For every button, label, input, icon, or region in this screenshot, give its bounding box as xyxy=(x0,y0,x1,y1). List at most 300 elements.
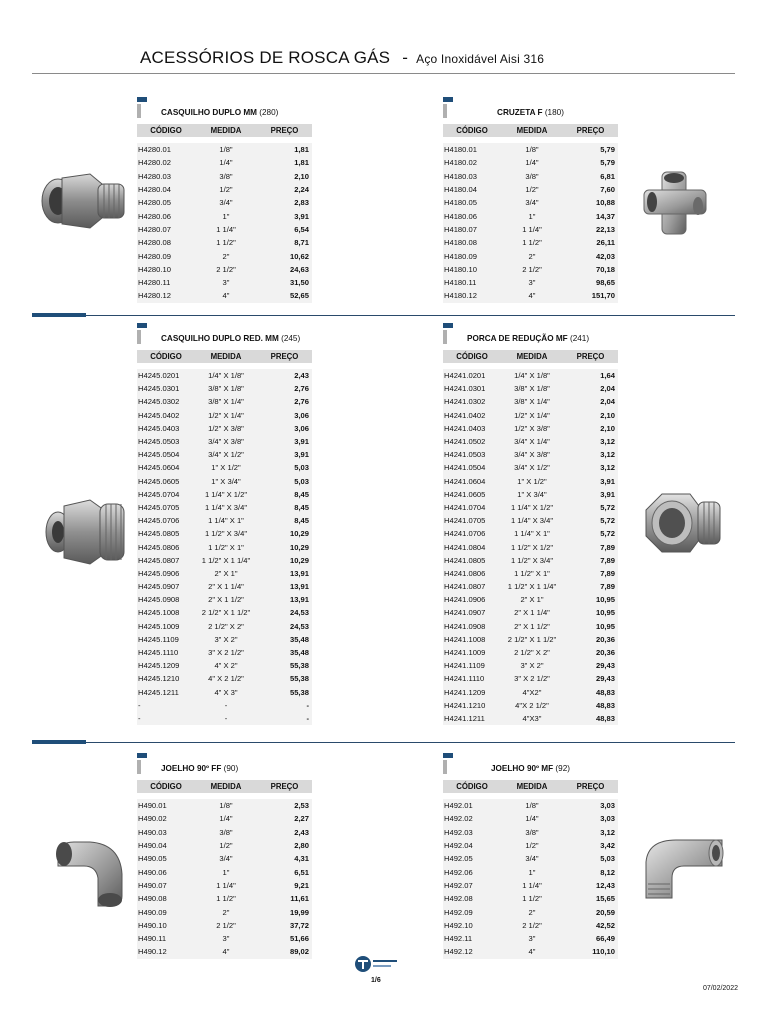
title-dash: - xyxy=(402,48,409,67)
cell-code: H4245.1210 xyxy=(137,672,195,685)
cell-price: 2,83 xyxy=(257,196,312,209)
cell-size: 3/4" X 1/4" xyxy=(501,435,563,448)
table-row xyxy=(137,170,312,183)
cell-size: 4"X2" xyxy=(501,686,563,699)
cell-code: H4241.0605 xyxy=(443,488,501,501)
cell-code: H492.08 xyxy=(443,892,501,905)
cell-code: H4280.05 xyxy=(137,196,195,209)
cell-code: H490.04 xyxy=(137,839,195,852)
cell-price: 9,21 xyxy=(257,879,312,892)
cell-code: H4280.10 xyxy=(137,263,195,276)
price-table xyxy=(137,124,312,303)
cell-size: 1 1/2" xyxy=(195,892,257,905)
cell-code: H4241.0301 xyxy=(443,382,501,395)
table-row xyxy=(137,156,312,169)
cell-code: H4180.03 xyxy=(443,170,501,183)
cell-size: 1 1/2" X 1/2" xyxy=(501,540,563,553)
cell-size: 4" xyxy=(501,945,563,958)
cell-price: 13,91 xyxy=(257,567,312,580)
cell-code: H4241.1211 xyxy=(443,712,501,725)
cell-price: 5,72 xyxy=(563,514,618,527)
section-divider-mark-2 xyxy=(32,740,86,744)
table-row xyxy=(443,593,618,606)
cell-code: H4245.0504 xyxy=(137,448,195,461)
cell-code: H4245.0301 xyxy=(137,382,195,395)
cell-price: 1,81 xyxy=(257,143,312,156)
section-title: JOELHO 90º FF (90) xyxy=(161,764,239,773)
cell-size: 1 1/2" X 1 1/4" xyxy=(195,554,257,567)
table-row xyxy=(443,554,618,567)
table-row xyxy=(443,932,618,945)
cell-size: 3/4" X 3/8" xyxy=(501,448,563,461)
table-row xyxy=(443,501,618,514)
cell-price: 11,61 xyxy=(257,892,312,905)
cell-code: H4280.07 xyxy=(137,223,195,236)
cell-size: 3/4" X 1/2" xyxy=(501,461,563,474)
cell-price: 5,03 xyxy=(257,475,312,488)
cell-code: H490.06 xyxy=(137,865,195,878)
cell-size: 1/2" xyxy=(501,183,563,196)
column-header-price: PREÇO xyxy=(563,780,618,793)
table-row xyxy=(137,369,312,382)
table-row xyxy=(137,435,312,448)
cell-size: 1 1/4" xyxy=(501,223,563,236)
cell-size: 2" xyxy=(195,905,257,918)
column-header-price: PREÇO xyxy=(257,350,312,363)
cell-price: 10,95 xyxy=(563,620,618,633)
elbow-mf-image xyxy=(636,832,728,902)
table-row xyxy=(443,289,618,302)
column-header-code: CÓDIGO xyxy=(443,124,501,137)
cell-price: 29,43 xyxy=(563,659,618,672)
cell-size: 1 1/2" X 3/4" xyxy=(501,554,563,567)
cell-price: 1,64 xyxy=(563,369,618,382)
cell-size: 1 1/2" X 1 1/4" xyxy=(501,580,563,593)
cell-code: - xyxy=(137,712,195,725)
cell-price: 5,72 xyxy=(563,527,618,540)
cell-price: 10,62 xyxy=(257,249,312,262)
table-row xyxy=(443,919,618,932)
cell-size: 1/8" xyxy=(501,143,563,156)
table-row xyxy=(137,540,312,553)
column-header-code: CÓDIGO xyxy=(137,780,195,793)
cell-price: 4,31 xyxy=(257,852,312,865)
cell-code: H4245.0705 xyxy=(137,501,195,514)
cell-size: 1 1/4" X 1/2" xyxy=(501,501,563,514)
table-row xyxy=(443,514,618,527)
cell-code: H4245.0201 xyxy=(137,369,195,382)
section-title: PORCA DE REDUÇÃO MF (241) xyxy=(467,334,590,343)
cell-size: 3" xyxy=(195,932,257,945)
table-row xyxy=(137,422,312,435)
cell-price: 2,10 xyxy=(257,170,312,183)
cell-size: 1 1/2" xyxy=(195,236,257,249)
cell-size: 3/8" xyxy=(195,826,257,839)
cell-price: 55,38 xyxy=(257,686,312,699)
cell-size: 3/4" xyxy=(195,196,257,209)
cell-price: 7,89 xyxy=(563,580,618,593)
cell-code: H4241.0302 xyxy=(443,395,501,408)
cell-price: 98,65 xyxy=(563,276,618,289)
page-title-text: ACESSÓRIOS DE ROSCA GÁS xyxy=(140,48,391,67)
cell-size: 2" X 1" xyxy=(501,593,563,606)
cell-code: H4241.0604 xyxy=(443,475,501,488)
table-row xyxy=(443,865,618,878)
cell-code: H4241.0403 xyxy=(443,422,501,435)
cell-price: 55,38 xyxy=(257,659,312,672)
table-row xyxy=(443,620,618,633)
elbow-ff-image xyxy=(50,838,130,910)
section-marker xyxy=(137,97,147,102)
cell-size: 3" X 2 1/2" xyxy=(501,672,563,685)
column-header-size: MEDIDA xyxy=(195,780,257,793)
cell-code: H4241.0201 xyxy=(443,369,501,382)
cell-code: H4180.06 xyxy=(443,209,501,222)
cell-code: H490.01 xyxy=(137,799,195,812)
cell-price: 2,53 xyxy=(257,799,312,812)
hex-nipple-image xyxy=(38,170,130,232)
table-row xyxy=(137,892,312,905)
cell-code: H4241.0502 xyxy=(443,435,501,448)
table-row xyxy=(443,435,618,448)
table-row xyxy=(137,554,312,567)
cell-size: 1/2" X 3/8" xyxy=(195,422,257,435)
cell-code: H492.03 xyxy=(443,826,501,839)
table-row xyxy=(443,209,618,222)
table-row xyxy=(137,593,312,606)
cell-size: 1/8" xyxy=(195,799,257,812)
table-row xyxy=(443,170,618,183)
cell-size: 1 1/2" X 3/4" xyxy=(195,527,257,540)
table-row xyxy=(443,223,618,236)
cell-size: 3" xyxy=(501,276,563,289)
cell-size: 1/2" xyxy=(501,839,563,852)
table-row xyxy=(443,236,618,249)
cell-size: 1" X 1/2" xyxy=(195,461,257,474)
section-divider-1 xyxy=(32,315,735,316)
price-table xyxy=(137,350,312,725)
cell-size: 1 1/2" xyxy=(501,892,563,905)
cell-price: 20,36 xyxy=(563,646,618,659)
cell-price: 20,36 xyxy=(563,633,618,646)
cell-size: 3/4" X 3/8" xyxy=(195,435,257,448)
cell-price: 12,43 xyxy=(563,879,618,892)
cell-code: H4245.1008 xyxy=(137,606,195,619)
table-row xyxy=(443,839,618,852)
cell-code: H4241.1109 xyxy=(443,659,501,672)
cell-size: 2 1/2" X 1 1/2" xyxy=(195,606,257,619)
cell-size: 1/2" X 1/4" xyxy=(195,409,257,422)
cell-code: H490.07 xyxy=(137,879,195,892)
cell-size: 1 1/4" X 3/4" xyxy=(501,514,563,527)
cell-size: 3/8" xyxy=(195,170,257,183)
cell-price: 8,12 xyxy=(563,865,618,878)
cell-code: H492.01 xyxy=(443,799,501,812)
cell-size: 2" xyxy=(195,249,257,262)
title-divider xyxy=(32,73,735,74)
cell-size: 2" xyxy=(501,905,563,918)
cell-price: 5,03 xyxy=(563,852,618,865)
cell-size: 2 1/2" X 2" xyxy=(501,646,563,659)
cell-price: 2,24 xyxy=(257,183,312,196)
column-header-code: CÓDIGO xyxy=(137,350,195,363)
cell-size: 3" X 2" xyxy=(195,633,257,646)
table-row xyxy=(137,580,312,593)
cell-price: - xyxy=(257,699,312,712)
section-bar xyxy=(443,330,447,344)
cell-size: 1" X 3/4" xyxy=(195,475,257,488)
table-row xyxy=(443,826,618,839)
cell-code: H4180.01 xyxy=(443,143,501,156)
section-bar xyxy=(137,104,141,118)
price-table xyxy=(443,350,618,725)
cell-price: 3,91 xyxy=(257,448,312,461)
cell-code: H492.12 xyxy=(443,945,501,958)
table-row xyxy=(443,892,618,905)
cell-code: H490.08 xyxy=(137,892,195,905)
cell-size: 3/4" xyxy=(195,852,257,865)
cell-code: H4241.0806 xyxy=(443,567,501,580)
cell-code: H4241.0503 xyxy=(443,448,501,461)
section-marker xyxy=(443,323,453,328)
cell-size: 1" X 1/2" xyxy=(501,475,563,488)
cell-size: 1/2" xyxy=(195,839,257,852)
table-row xyxy=(137,606,312,619)
table-row xyxy=(137,209,312,222)
cell-price: 35,48 xyxy=(257,633,312,646)
table-row xyxy=(137,183,312,196)
cell-price: 2,27 xyxy=(257,812,312,825)
cell-price: 89,02 xyxy=(257,945,312,958)
section-marker xyxy=(137,753,147,758)
cell-code: H4180.10 xyxy=(443,263,501,276)
cell-size: 3" xyxy=(195,276,257,289)
cross-fitting-image xyxy=(640,168,710,238)
cell-size: 3" X 2" xyxy=(501,659,563,672)
cell-size: 1/8" xyxy=(501,799,563,812)
cell-size: 4" xyxy=(195,945,257,958)
cell-price: 48,83 xyxy=(563,712,618,725)
cell-price: 5,79 xyxy=(563,156,618,169)
table-row xyxy=(137,488,312,501)
cell-price: 20,59 xyxy=(563,905,618,918)
cell-price: 1,81 xyxy=(257,156,312,169)
price-table xyxy=(443,780,618,959)
column-header-size: MEDIDA xyxy=(501,350,563,363)
table-row xyxy=(443,812,618,825)
cell-price: 2,04 xyxy=(563,395,618,408)
table-row xyxy=(443,540,618,553)
column-header-price: PREÇO xyxy=(563,350,618,363)
section-bar xyxy=(137,330,141,344)
table-row xyxy=(137,514,312,527)
cell-code: H4280.04 xyxy=(137,183,195,196)
cell-size: 3" X 2 1/2" xyxy=(195,646,257,659)
table-row xyxy=(443,461,618,474)
table-row xyxy=(137,527,312,540)
table-row xyxy=(443,879,618,892)
cell-size: 2" X 1 1/2" xyxy=(195,593,257,606)
cell-price: 6,81 xyxy=(563,170,618,183)
table-row xyxy=(137,620,312,633)
cell-size: 3/8" X 1/8" xyxy=(195,382,257,395)
cell-code: H4280.02 xyxy=(137,156,195,169)
cell-code: H492.06 xyxy=(443,865,501,878)
cell-code: H492.07 xyxy=(443,879,501,892)
cell-code: H4245.1209 xyxy=(137,659,195,672)
cell-size: - xyxy=(195,699,257,712)
section-marker xyxy=(443,97,453,102)
cell-price: 22,13 xyxy=(563,223,618,236)
cell-price: 3,03 xyxy=(563,812,618,825)
column-header-size: MEDIDA xyxy=(195,124,257,137)
cell-price: 10,29 xyxy=(257,527,312,540)
cell-price: 26,11 xyxy=(563,236,618,249)
table-row xyxy=(443,395,618,408)
table-row xyxy=(137,865,312,878)
cell-code: H4245.1211 xyxy=(137,686,195,699)
table-row xyxy=(443,852,618,865)
cell-price: 3,91 xyxy=(563,475,618,488)
cell-price: 3,42 xyxy=(563,839,618,852)
table-header xyxy=(443,350,618,363)
cell-price: 2,80 xyxy=(257,839,312,852)
price-table xyxy=(443,124,618,303)
cell-size: 4"X 2 1/2" xyxy=(501,699,563,712)
cell-size: 3/4" xyxy=(501,852,563,865)
cell-price: 3,06 xyxy=(257,422,312,435)
table-row xyxy=(443,196,618,209)
cell-size: 3/8" X 1/8" xyxy=(501,382,563,395)
cell-code: H4280.09 xyxy=(137,249,195,262)
cell-code: H4241.0705 xyxy=(443,514,501,527)
cell-size: 1 1/2" xyxy=(501,236,563,249)
column-header-price: PREÇO xyxy=(257,780,312,793)
cell-code: H4241.0402 xyxy=(443,409,501,422)
cell-size: 1/2" xyxy=(195,183,257,196)
table-row xyxy=(443,422,618,435)
cell-code: H4180.05 xyxy=(443,196,501,209)
cell-code: H4241.1210 xyxy=(443,699,501,712)
table-row xyxy=(137,659,312,672)
cell-code: H4280.03 xyxy=(137,170,195,183)
cell-price: 15,65 xyxy=(563,892,618,905)
cell-price: 6,51 xyxy=(257,865,312,878)
cell-code: H490.02 xyxy=(137,812,195,825)
cell-size: 1" xyxy=(195,865,257,878)
cell-price: 10,95 xyxy=(563,593,618,606)
table-row xyxy=(137,276,312,289)
cell-code: H4241.0704 xyxy=(443,501,501,514)
table-row xyxy=(137,461,312,474)
cell-price: 10,29 xyxy=(257,554,312,567)
cell-code: H4180.04 xyxy=(443,183,501,196)
table-row xyxy=(137,799,312,812)
page-title xyxy=(140,48,544,68)
cell-size: 1/4" xyxy=(195,156,257,169)
cell-code: H4180.07 xyxy=(443,223,501,236)
section-bar xyxy=(137,760,141,774)
cell-code: H4280.08 xyxy=(137,236,195,249)
table-row xyxy=(443,448,618,461)
table-row xyxy=(443,409,618,422)
cell-code: H4180.02 xyxy=(443,156,501,169)
cell-code: H4245.0403 xyxy=(137,422,195,435)
cell-price: 10,88 xyxy=(563,196,618,209)
cell-price: 3,12 xyxy=(563,461,618,474)
column-header-code: CÓDIGO xyxy=(443,780,501,793)
cell-code: H492.09 xyxy=(443,905,501,918)
cell-size: 1/4" X 1/8" xyxy=(195,369,257,382)
cell-size: 1/4" xyxy=(195,812,257,825)
cell-price: 3,91 xyxy=(257,435,312,448)
cell-size: 2 1/2" xyxy=(501,263,563,276)
cell-size: 1/4" xyxy=(501,156,563,169)
table-row xyxy=(443,905,618,918)
cell-code: H4241.0804 xyxy=(443,540,501,553)
table-row xyxy=(137,905,312,918)
cell-price: - xyxy=(257,712,312,725)
cell-code: H4245.0807 xyxy=(137,554,195,567)
cell-size: 1 1/4" X 3/4" xyxy=(195,501,257,514)
cell-code: H4241.1110 xyxy=(443,672,501,685)
cell-code: H4241.0908 xyxy=(443,620,501,633)
cell-price: 7,89 xyxy=(563,554,618,567)
table-row xyxy=(443,606,618,619)
column-header-size: MEDIDA xyxy=(501,124,563,137)
cell-code: H4241.0706 xyxy=(443,527,501,540)
table-row xyxy=(137,826,312,839)
cell-price: 66,49 xyxy=(563,932,618,945)
table-row xyxy=(443,488,618,501)
cell-size: 1" xyxy=(501,209,563,222)
table-row xyxy=(443,249,618,262)
section-marker xyxy=(137,323,147,328)
cell-price: 8,45 xyxy=(257,488,312,501)
section-title: CASQUILHO DUPLO MM (280) xyxy=(161,108,279,117)
table-row xyxy=(137,686,312,699)
cell-price: 3,12 xyxy=(563,448,618,461)
cell-code: H492.10 xyxy=(443,919,501,932)
cell-size: 1/4" X 1/8" xyxy=(501,369,563,382)
cell-size: 1 1/4" X 1" xyxy=(501,527,563,540)
table-row xyxy=(137,567,312,580)
cell-price: 13,91 xyxy=(257,580,312,593)
cell-price: 3,03 xyxy=(563,799,618,812)
cell-size: 1" X 3/4" xyxy=(501,488,563,501)
cell-code: H4245.0907 xyxy=(137,580,195,593)
table-row xyxy=(443,699,618,712)
cell-size: 2 1/2" xyxy=(195,263,257,276)
cell-code: H4280.12 xyxy=(137,289,195,302)
cell-code: H490.12 xyxy=(137,945,195,958)
cell-price: 19,99 xyxy=(257,905,312,918)
section-divider-mark-1 xyxy=(32,313,86,317)
cell-code: H4180.09 xyxy=(443,249,501,262)
cell-size: 1 1/4" X 1/2" xyxy=(195,488,257,501)
document-date: 07/02/2022 xyxy=(702,985,738,992)
cell-code: H4241.0807 xyxy=(443,580,501,593)
cell-price: 35,48 xyxy=(257,646,312,659)
table-row xyxy=(443,382,618,395)
table-row xyxy=(443,475,618,488)
cell-size: 1 1/4" xyxy=(501,879,563,892)
table-row xyxy=(137,852,312,865)
section-divider-2 xyxy=(32,742,735,743)
table-row xyxy=(443,527,618,540)
cell-size: 1" xyxy=(195,209,257,222)
cell-code: H4245.0706 xyxy=(137,514,195,527)
